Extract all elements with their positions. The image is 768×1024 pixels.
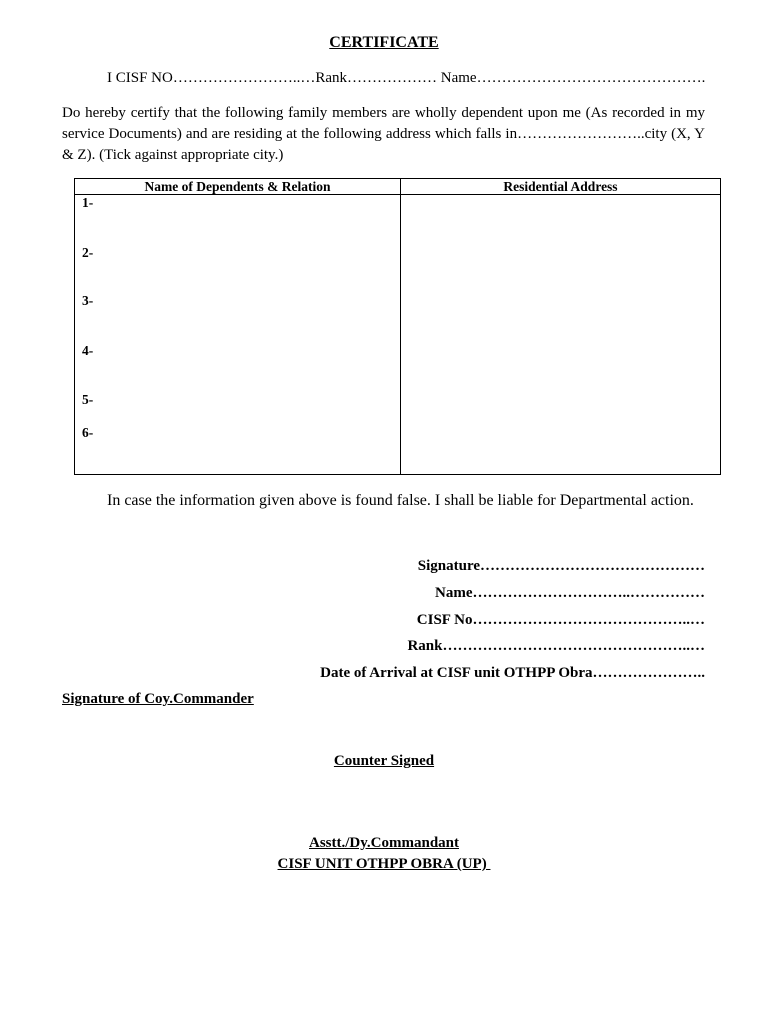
certificate-title: CERTIFICATE: [329, 34, 439, 51]
coy-commander-signature: Signature of Coy.Commander: [62, 691, 254, 707]
row-number-2: 2-: [82, 245, 94, 260]
cisf-no-line: CISF No……………………………………..…: [416, 612, 705, 628]
date-of-arrival-line: Date of Arrival at CISF unit OTHPP Obra…………………..: [320, 665, 705, 681]
row-number-3: 3-: [82, 293, 94, 308]
rank-line: Rank…………………………………………..…: [407, 638, 705, 654]
counter-signed-label: Counter Signed: [333, 753, 435, 769]
table-header-row: [75, 179, 721, 195]
header-address: Residential Address: [401, 179, 721, 195]
signature-line: Signature………………………………………: [417, 558, 705, 574]
address-cell: [401, 195, 721, 475]
name-line: Name…………………………..……………: [435, 585, 705, 601]
commandant-title: Asstt./Dy.Commandant: [308, 835, 459, 851]
unit-name: CISF UNIT OTHPP OBRA (UP): [277, 856, 491, 872]
row-number-4: 4-: [82, 343, 94, 358]
liability-notice: In case the information given above is found false. I shall be liable for Departmental action.: [107, 492, 694, 509]
row-number-1: 1-: [82, 195, 94, 210]
dependents-cell: [75, 195, 401, 475]
table-body-row: [75, 195, 721, 475]
row-number-6: 6-: [82, 425, 94, 440]
dependents-table: [74, 178, 721, 475]
header-dependents: Name of Dependents & Relation: [75, 179, 401, 195]
certification-paragraph: Do hereby certify that the following family members are wholly dependent upon me (As recorded in my service Documents) and are residing at the following address which falls in……………………..city (X, Y & Z). (Tick against appropriate city.): [62, 105, 705, 163]
row-number-5: 5-: [82, 392, 94, 407]
intro-line: I CISF NO……………………..…Rank……………… Name……………………………………….: [107, 70, 706, 86]
